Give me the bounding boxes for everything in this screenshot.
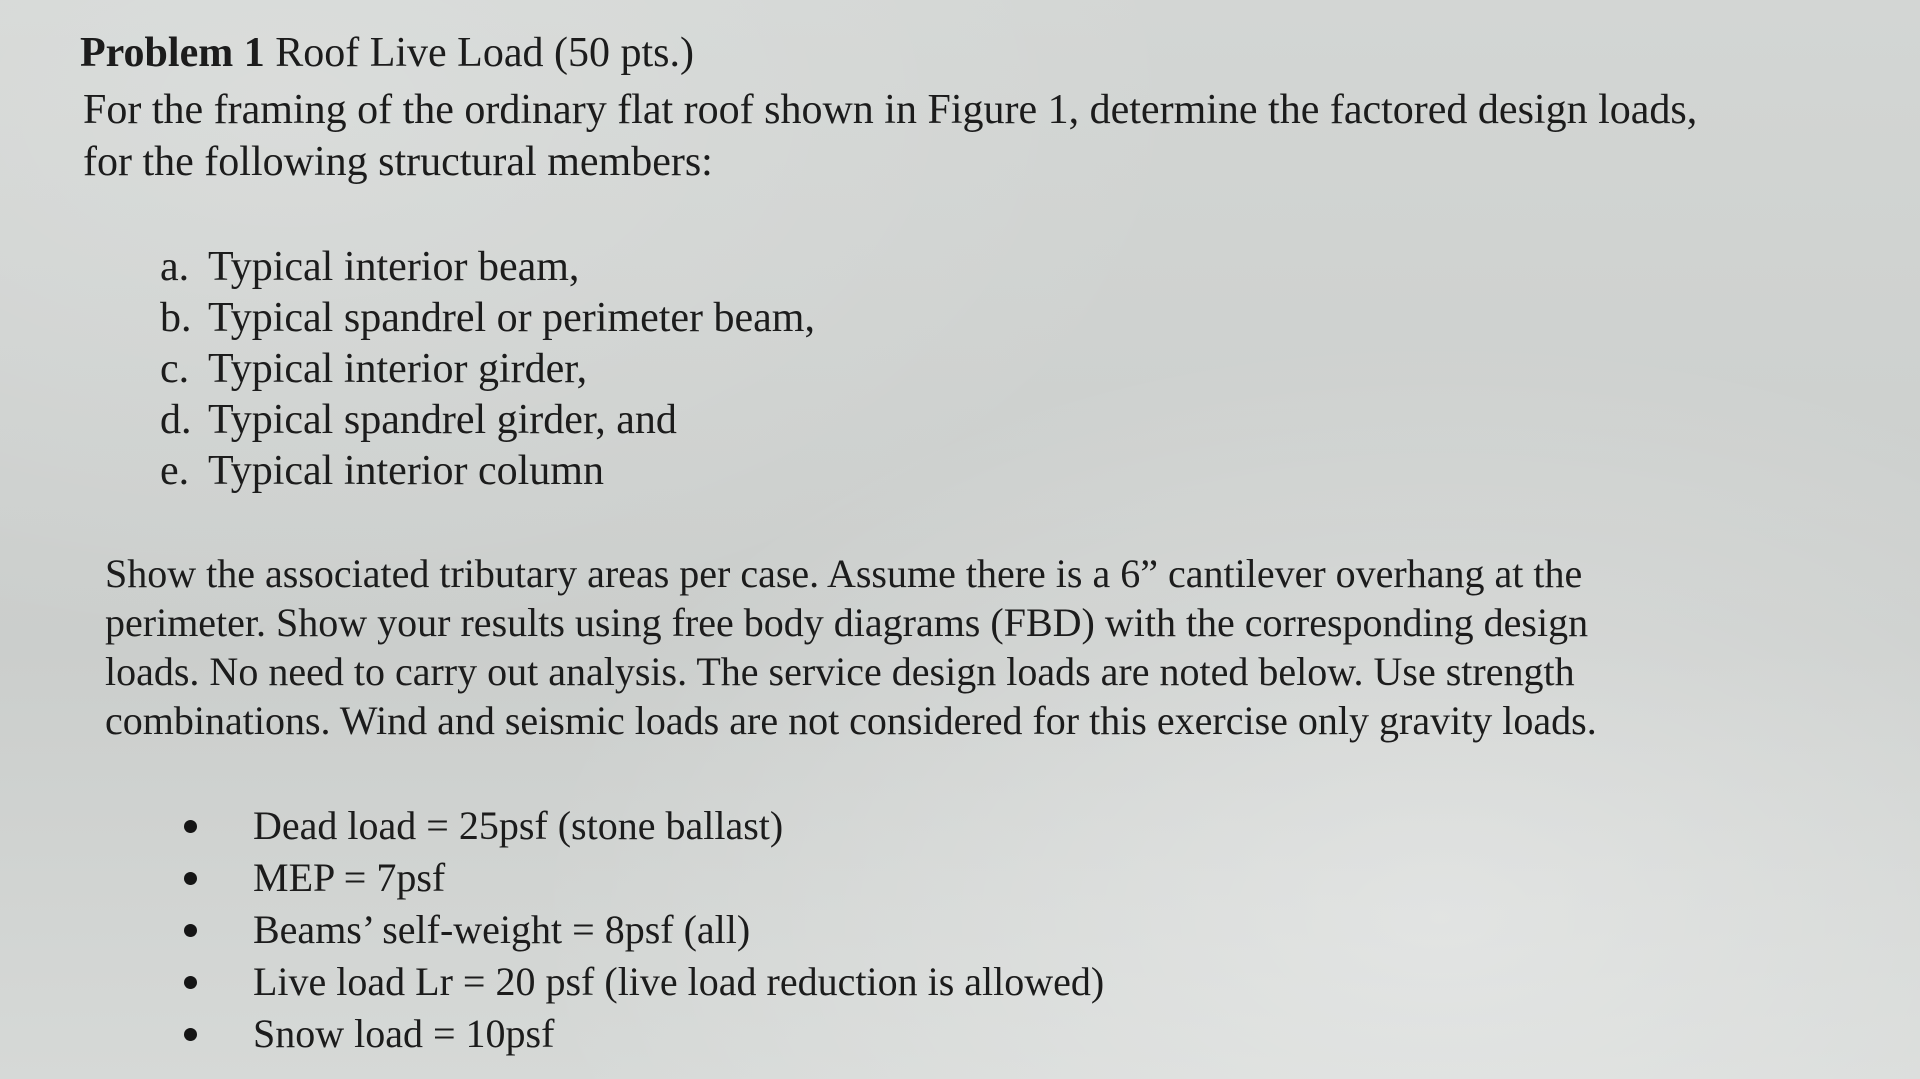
load-item xyxy=(180,1008,1104,1060)
load-text: MEP = 7psf xyxy=(253,855,446,900)
load-text: Snow load = 10psf xyxy=(253,1011,555,1056)
load-text: Beams’ self-weight = 8psf (all) xyxy=(253,907,751,952)
member-text: Typical interior column xyxy=(208,448,604,494)
instructions-line: loads. No need to carry out analysis. The service design loads are noted below. Use strength xyxy=(105,649,1575,694)
problem-number: Problem 1 xyxy=(80,30,265,76)
intro-line: For the framing of the ordinary flat roof shown in Figure 1, determine the factored design loads, xyxy=(83,87,1698,133)
load-item xyxy=(180,800,1104,852)
member-text: Typical interior girder, xyxy=(208,346,588,392)
member-letter: d. xyxy=(160,397,192,443)
bullet-icon xyxy=(184,820,197,833)
load-text: Live load Lr = 20 psf (live load reduction is allowed) xyxy=(253,959,1105,1004)
bullet-icon xyxy=(184,976,197,989)
bullet-icon xyxy=(184,872,197,885)
member-list xyxy=(160,242,815,497)
instructions-line: combinations. Wind and seismic loads are not considered for this exercise only gravity loads. xyxy=(105,698,1597,743)
load-item xyxy=(180,852,1104,904)
load-item xyxy=(180,956,1104,1008)
bullet-icon xyxy=(184,924,197,937)
load-item xyxy=(180,904,1104,956)
member-item xyxy=(160,344,815,395)
member-text: Typical spandrel girder, and xyxy=(208,397,677,443)
member-item xyxy=(160,446,815,497)
instructions-paragraph xyxy=(105,549,1745,745)
load-list xyxy=(180,800,1104,1060)
member-item xyxy=(160,242,815,293)
intro-paragraph xyxy=(83,84,1843,188)
intro-line: for the following structural members: xyxy=(83,139,713,185)
member-text: Typical interior beam, xyxy=(208,244,580,290)
member-letter: c. xyxy=(160,346,190,392)
instructions-line: perimeter. Show your results using free body diagrams (FBD) with the corresponding design xyxy=(105,600,1589,645)
instructions-line: Show the associated tributary areas per case. Assume there is a 6” cantilever overhang at the xyxy=(105,551,1583,596)
bullet-icon xyxy=(184,1028,197,1041)
problem-title: Roof Live Load (50 pts.) xyxy=(264,30,694,76)
member-letter: b. xyxy=(160,295,192,341)
member-item xyxy=(160,293,815,344)
member-letter: a. xyxy=(160,244,190,290)
member-letter: e. xyxy=(160,448,190,494)
member-text: Typical spandrel or perimeter beam, xyxy=(208,295,815,341)
member-item xyxy=(160,395,815,446)
load-text: Dead load = 25psf (stone ballast) xyxy=(253,803,784,848)
problem-heading xyxy=(80,28,694,78)
